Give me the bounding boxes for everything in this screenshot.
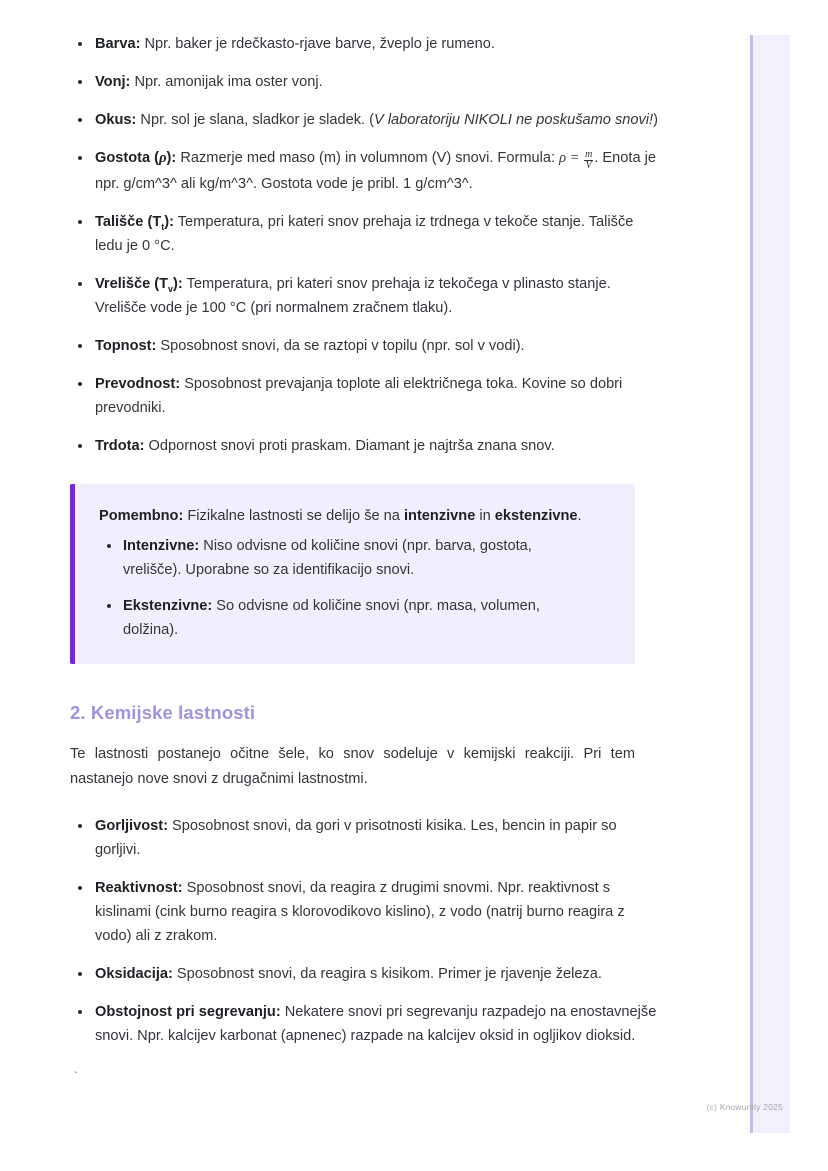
term-label: Trdota: <box>95 437 145 454</box>
callout-text-3: . <box>577 507 582 524</box>
list-item <box>99 594 593 642</box>
term-label <box>95 276 183 292</box>
term-description: Npr. baker je rdečkasto-rjave barve, žveplo je rumeno. <box>140 36 495 52</box>
term-description: Npr. sol je slana, sladkor je sladek. ( <box>136 112 375 128</box>
footer-copyright: (c) Knowunity 2025 <box>706 1102 783 1112</box>
list-item <box>70 962 660 986</box>
list-item <box>70 1000 660 1048</box>
callout-text-1: Fizikalne lastnosti se delijo še na <box>183 507 404 524</box>
formula-fraction <box>584 150 593 172</box>
chemical-properties-list <box>70 814 700 1048</box>
term-description: Niso odvisne od količine snovi (npr. barva, gostota, vrelišče). Uporabne so za identifikacijo snovi. <box>123 537 532 578</box>
list-item <box>70 814 660 862</box>
term-prefix: Tališče (T <box>95 213 162 230</box>
callout-term: Pomembno: <box>99 507 184 524</box>
fraction-denominator: V <box>585 160 592 172</box>
subscript-v: v <box>168 283 174 294</box>
callout-bold-intensive: intenzivne <box>403 507 476 524</box>
list-item-melting-point <box>70 210 660 258</box>
list-item <box>70 70 660 94</box>
term-prefix: Vrelišče (T <box>95 275 169 292</box>
callout-bold-extensive: ekstenzivne <box>494 507 578 524</box>
formula-lhs: ρ <box>559 150 567 166</box>
list-item <box>70 434 660 458</box>
term-description: Sposobnost snovi, da se raztopi v topilu (npr. sol v vodi). <box>156 337 525 354</box>
term-description: Sposobnost snovi, da reagira s kisikom. Primer je rjavenje železa. <box>172 965 602 982</box>
term-label: Intenzivne: <box>123 537 200 554</box>
list-item <box>99 534 593 582</box>
right-side-rail <box>750 35 790 1133</box>
term-label: Barva: <box>95 36 141 52</box>
fraction-numerator: m <box>585 148 593 160</box>
stray-backtick-character: ` <box>72 1069 80 1084</box>
term-description: So odvisne od količine snovi (npr. masa, volumen, dolžina). <box>123 597 540 638</box>
term-note-italic: V laboratoriju NIKOLI ne poskušamo snovi! <box>374 112 654 128</box>
formula-equals: = <box>566 150 584 166</box>
list-item-boiling-point <box>70 272 660 320</box>
section-intro-paragraph: Te lastnosti postanejo očitne šele, ko snov sodeluje v kemijski reakciji. Pri tem nastanejo nove snovi z drugačnimi lastnostmi. <box>70 745 635 787</box>
subscript-t: t <box>161 221 165 232</box>
section-heading-chemical-properties: 2. Kemijske lastnosti <box>70 701 256 723</box>
list-item <box>70 372 660 420</box>
callout-text-2: in <box>475 507 495 524</box>
list-item <box>70 32 660 56</box>
term-label: Prevodnost: <box>95 375 181 392</box>
term-suffix: ): <box>173 275 183 292</box>
list-item-density <box>70 146 660 196</box>
term-label: Obstojnost pri segrevanju: <box>95 1003 281 1020</box>
term-description: Temperatura, pri kateri snov prehaja iz tekočega v plinasto stanje. Vrelišče vode je 100 °C (pri normalnem zračnem tlaku). <box>95 275 611 316</box>
term-description: Razmerje med maso (m) in volumnom (V) snovi. Formula: <box>176 150 560 166</box>
callout-list <box>99 534 613 642</box>
term-label: Reaktivnost: <box>95 879 183 896</box>
term-description: Nekatere snovi pri segrevanju razpadejo na enostavnejše snovi. Npr. kalcijev karbonat (apnenec) razpade na kalcijev oksid in ogljikov dioksid. <box>95 1003 657 1044</box>
term-label <box>95 214 174 230</box>
rho-symbol: ρ <box>159 150 167 166</box>
term-suffix: ): <box>164 213 174 230</box>
term-label: Gorljivost: <box>95 817 168 834</box>
term-description: Sposobnost snovi, da gori v prisotnosti kisika. Les, bencin in papir so gorljivi. <box>95 817 617 858</box>
term-label: Ekstenzivne: <box>123 597 213 614</box>
list-item <box>70 108 660 132</box>
term-prefix: Gostota ( <box>95 150 160 166</box>
term-description: Temperatura, pri kateri snov prehaja iz trdnega v tekoče stanje. Tališče ledu je 0 °C. <box>95 213 634 254</box>
list-item <box>70 876 660 948</box>
term-label: Oksidacija: <box>95 965 173 982</box>
term-description: Sposobnost snovi, da reagira z drugimi snovmi. Npr. reaktivnost s kislinami (cink burno reagira s klorovodikovo kislino), z vodo (natrij burno reagira z vodo) ali z zrakom. <box>95 879 625 944</box>
term-description: Npr. amonijak ima oster vonj. <box>130 74 323 90</box>
list-item <box>70 334 660 358</box>
term-description: Sposobnost prevajanja toplote ali električnega toka. Kovine so dobri prevodniki. <box>95 375 623 416</box>
term-description-tail: . Enota je npr. g/cm^3^ ali kg/m^3^. Gostota vode je pribl. 1 g/cm^3^. <box>95 150 656 192</box>
term-label <box>95 150 176 166</box>
term-description-tail: ) <box>653 112 658 128</box>
term-label: Okus: <box>95 112 137 128</box>
important-callout <box>70 484 635 664</box>
term-description: Odpornost snovi proti praskam. Diamant je najtrša znana snov. <box>144 437 555 454</box>
term-label: Vonj: <box>95 74 131 90</box>
term-suffix: ): <box>166 150 177 166</box>
callout-lead <box>99 504 613 528</box>
physical-properties-list <box>70 32 700 458</box>
term-label: Topnost: <box>95 337 157 354</box>
